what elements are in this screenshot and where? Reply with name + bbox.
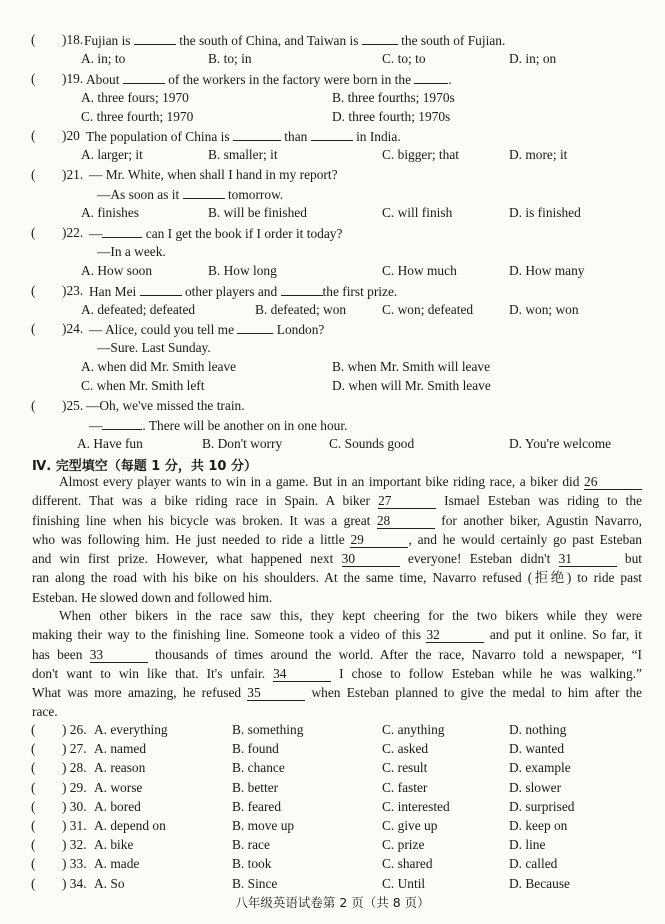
- passage-paragraph-2: [32, 606, 642, 722]
- passage-text: finishing line when his bicycle was broken. It was a great: [32, 512, 377, 528]
- passage-line: [32, 625, 642, 644]
- passage-text: and win first prize. However, what happened next: [32, 551, 342, 567]
- option-d: D. You're welcome: [509, 436, 612, 451]
- passage-line: [32, 472, 642, 491]
- option-a: A. larger; it: [81, 147, 143, 162]
- option-a: A. in; to: [81, 51, 126, 66]
- option-d: D. Because: [509, 875, 570, 891]
- blank: [183, 185, 225, 199]
- answer-paren: (: [31, 321, 36, 336]
- option-b: B. chance: [232, 760, 285, 776]
- passage-text: but: [616, 551, 642, 567]
- passage-line: [32, 549, 642, 568]
- cloze-blank: 34: [273, 666, 331, 682]
- cloze-blank: 31: [559, 551, 617, 567]
- blank: [281, 282, 323, 296]
- blank: [414, 70, 448, 84]
- passage-line: [32, 511, 642, 530]
- option-c: C. prize: [382, 837, 425, 853]
- passage-text: making their way to the finishing line. Someone took a video of this: [32, 627, 427, 643]
- passage-text: for another biker, Agustin Navarro,: [434, 512, 642, 528]
- answer-paren: (: [31, 798, 36, 814]
- dialogue-reply: —In a week.: [97, 244, 166, 259]
- question-number: )25.: [62, 398, 84, 413]
- answer-paren: (: [31, 32, 36, 47]
- option-c: C. will finish: [382, 205, 453, 220]
- option-c: C. won; defeated: [382, 302, 474, 317]
- option-a: A. when did Mr. Smith leave: [81, 359, 237, 374]
- option-d: D. slower: [509, 779, 562, 795]
- option-a: A. everything: [94, 722, 168, 737]
- option-c: C. when Mr. Smith left: [81, 378, 205, 393]
- answer-paren: (: [31, 398, 36, 413]
- option-d: D. in; on: [509, 51, 557, 66]
- option-d: D. example: [509, 760, 571, 776]
- passage-line: [32, 491, 642, 510]
- passage-line: [32, 588, 642, 607]
- option-b: B. move up: [232, 818, 295, 833]
- answer-paren: (: [31, 818, 36, 833]
- question-number: )24.: [62, 321, 84, 336]
- cloze-blank: 30: [342, 551, 400, 567]
- passage-text: , and he would certainly go past Esteban: [408, 531, 643, 547]
- option-b: B. smaller; it: [208, 147, 278, 162]
- blank: [362, 31, 398, 45]
- option-b: B. will be finished: [208, 205, 307, 220]
- option-c: C. to; to: [382, 51, 426, 66]
- blank: [123, 70, 165, 84]
- page-footer: 八年级英语试卷第 2 页（共 8 页）: [235, 895, 430, 910]
- option-a: A. Have fun: [77, 436, 143, 451]
- question-number: ) 31.: [62, 818, 87, 833]
- passage-text: thousands of times around the world. After the race, Navarro told a newspaper, “I: [147, 646, 642, 662]
- cloze-blank: 33: [90, 647, 148, 663]
- option-d: D. three fourth; 1970s: [332, 109, 451, 124]
- section-heading: Ⅳ. 完型填空（每题 1 分，共 10 分）: [32, 459, 257, 474]
- passage-text: I chose to follow Esteban while he was walking.”: [331, 665, 642, 681]
- option-a: A. reason: [94, 760, 146, 776]
- option-d: D. when will Mr. Smith leave: [332, 378, 491, 393]
- answer-paren: (: [31, 875, 36, 891]
- passage-text: has been: [32, 646, 90, 662]
- option-b: B. to; in: [208, 51, 252, 66]
- answer-paren: (: [31, 722, 36, 737]
- option-b: B. took: [232, 856, 272, 872]
- question-stem: About of the workers in the factory were born in the .: [86, 72, 452, 87]
- question-number: )20: [62, 128, 80, 143]
- question-number: )21.: [62, 167, 84, 182]
- option-d: D. more; it: [509, 147, 568, 162]
- question-stem: —Oh, we've missed the train.: [86, 398, 245, 413]
- passage-line: [32, 645, 642, 664]
- option-a: A. worse: [94, 779, 143, 795]
- passage-line: [32, 568, 642, 587]
- passage-line: [32, 702, 642, 721]
- answer-paren: (: [31, 225, 36, 240]
- option-d: D. wanted: [509, 741, 565, 757]
- blank: [102, 416, 142, 430]
- passage-text: when Esteban planned to give the medal to him after the: [305, 685, 642, 701]
- option-c: C. Until: [382, 875, 426, 891]
- passage-line: [32, 606, 642, 625]
- cloze-blank: 28: [377, 513, 435, 529]
- option-a: A. bored: [94, 798, 141, 814]
- option-d: D. nothing: [509, 722, 567, 737]
- question-number: ) 33.: [62, 856, 87, 872]
- cloze-blank: 29: [350, 532, 408, 548]
- answer-paren: (: [31, 167, 36, 182]
- option-c: C. bigger; that: [382, 147, 459, 162]
- passage-text: who was following him. He just needed to ride a little: [32, 531, 351, 547]
- question-number: ) 26.: [62, 722, 87, 737]
- question-number: ) 30.: [62, 798, 87, 814]
- question-stem: — can I get the book if I order it today?: [89, 226, 343, 241]
- passage-line: [32, 683, 642, 702]
- option-c: C. three fourth; 1970: [81, 109, 194, 124]
- option-b: B. when Mr. Smith will leave: [332, 359, 491, 374]
- dialogue-reply: — . There will be another on in one hour.: [89, 418, 348, 433]
- dialogue-reply: —As soon as it tomorrow.: [97, 187, 284, 202]
- passage-text: Almost every player wants to win in a game. But in an important bike riding race, a biker did: [59, 474, 584, 489]
- question-number: ) 34.: [62, 875, 87, 891]
- answer-paren: (: [31, 71, 36, 86]
- option-c: C. Sounds good: [329, 436, 415, 451]
- option-d: D. won; won: [509, 302, 579, 317]
- passage-text: When other bikers in the race saw this, they kept cheering for the two bikers while they were: [59, 608, 642, 623]
- option-b: B. Since: [232, 875, 278, 891]
- question-stem: — Mr. White, when shall I hand in my report?: [89, 167, 338, 182]
- question-number: )23.: [62, 283, 84, 298]
- option-d: D. keep on: [509, 818, 568, 833]
- passage-paragraph-1: [32, 472, 642, 607]
- option-a: A. named: [94, 741, 147, 757]
- option-b: B. better: [232, 779, 279, 795]
- question-number: ) 29.: [62, 779, 87, 795]
- question-number: ) 28.: [62, 760, 87, 776]
- cloze-blank: 26: [584, 474, 642, 490]
- passage-text: everyone! Esteban didn't: [399, 551, 559, 567]
- option-c: C. anything: [382, 722, 445, 737]
- option-c: C. How much: [382, 263, 457, 278]
- answer-paren: (: [31, 856, 36, 872]
- dialogue-reply: —Sure. Last Sunday.: [97, 340, 211, 355]
- option-a: A. depend on: [94, 818, 166, 833]
- passage-line: [32, 664, 642, 683]
- question-number: ) 27.: [62, 741, 87, 757]
- question-number: )19.: [62, 71, 84, 86]
- option-a: A. finishes: [81, 205, 140, 220]
- option-d: D. line: [509, 837, 546, 853]
- blank: [237, 320, 273, 334]
- option-b: B. feared: [232, 798, 282, 814]
- blank: [134, 31, 176, 45]
- option-c: C. interested: [382, 798, 450, 814]
- option-a: A. bike: [94, 837, 134, 853]
- passage-text: different. That was a bike riding race in Spain. A biker: [32, 493, 379, 509]
- answer-paren: (: [31, 779, 36, 795]
- option-c: C. result: [382, 760, 428, 776]
- option-b: B. three fourths; 1970s: [332, 90, 455, 105]
- question-number: )18.: [62, 32, 84, 47]
- passage-text: Esteban. He slowed down and followed him.: [32, 589, 273, 605]
- passage-text: Ismael Esteban was riding to the: [436, 493, 642, 509]
- cloze-blank: 27: [378, 493, 436, 509]
- question-stem: — Alice, could you tell me London?: [89, 322, 325, 337]
- passage-text: race.: [32, 704, 58, 720]
- option-a: A. defeated; defeated: [81, 302, 196, 317]
- answer-paren: (: [31, 283, 36, 298]
- option-a: A. three fours; 1970: [81, 90, 189, 105]
- option-c: C. shared: [382, 856, 433, 872]
- answer-paren: (: [31, 128, 36, 143]
- passage-text: and put it online. So far, it: [484, 627, 642, 643]
- option-c: C. faster: [382, 779, 428, 795]
- blank: [233, 127, 281, 141]
- question-stem: Han Mei other players and the first prize.: [89, 284, 398, 299]
- passage-line: [32, 530, 642, 549]
- option-b: B. race: [232, 837, 270, 853]
- passage-text: don't want to win like that. It's unfair.: [32, 665, 274, 681]
- blank: [311, 127, 353, 141]
- option-a: A. So: [94, 875, 125, 891]
- option-c: C. give up: [382, 818, 438, 833]
- cloze-blank: 32: [426, 627, 484, 643]
- option-d: D. How many: [509, 263, 585, 278]
- answer-paren: (: [31, 837, 36, 853]
- cloze-blank: 35: [247, 685, 305, 701]
- blank: [102, 224, 142, 238]
- question-number: )22.: [62, 225, 84, 240]
- blank: [140, 282, 182, 296]
- option-b: B. defeated; won: [255, 302, 347, 317]
- option-b: B. something: [232, 722, 304, 737]
- question-stem: Fujian is the south of China, and Taiwan is the south of Fujian.: [84, 33, 506, 48]
- passage-text: What was more amazing, he refused: [32, 685, 248, 701]
- option-d: D. surprised: [509, 798, 575, 814]
- answer-paren: (: [31, 741, 36, 757]
- question-stem: The population of China is than in India.: [86, 129, 401, 144]
- question-number: ) 32.: [62, 837, 87, 853]
- option-b: B. Don't worry: [202, 436, 283, 451]
- option-a: A. made: [94, 856, 140, 872]
- option-a: A. How soon: [81, 263, 153, 278]
- option-d: D. is finished: [509, 205, 581, 220]
- option-b: B. found: [232, 741, 279, 757]
- passage-text: ran along the road with his bike on his shoulders. At the same time, Navarro refused (拒绝) to ride past: [32, 570, 642, 586]
- option-d: D. called: [509, 856, 558, 872]
- option-c: C. asked: [382, 741, 429, 757]
- answer-paren: (: [31, 760, 36, 776]
- option-b: B. How long: [208, 263, 277, 278]
